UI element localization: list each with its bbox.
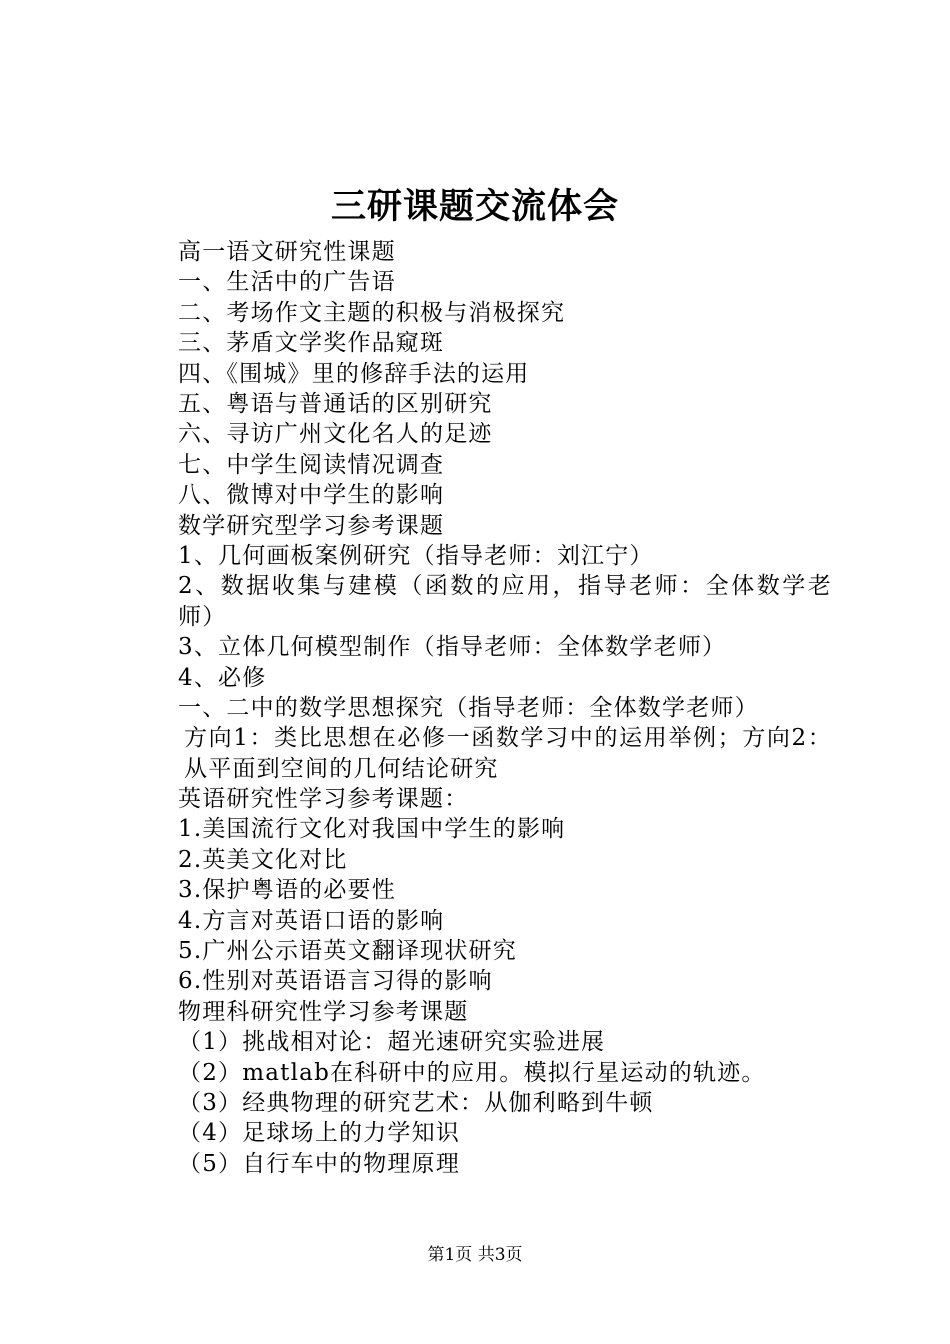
paragraph-line: （2）matlab在科研中的应用。模拟行星运动的轨迹。 [178, 1059, 766, 1086]
document-title: 三研课题交流体会 [330, 186, 619, 227]
paragraph-line: 方向1：类比思想在必修一函数学习中的运用举例；方向2：从平面到空间的几何结论研究 [184, 725, 832, 782]
document-body [128, 237, 832, 1179]
paragraph-line: 八、微博对中学生的影响 [178, 482, 445, 509]
paragraph-line: 四、《围城》里的修辞手法的运用 [178, 360, 530, 387]
paragraph-line: 3、立体几何模型制作（指导老师：全体数学老师） [178, 634, 727, 661]
paragraph-line: 2.英美文化对比 [178, 846, 348, 873]
paragraph-line: 五、粤语与普通话的区别研究 [178, 390, 493, 417]
paragraph-line: 高一语文研究性课题 [178, 239, 396, 265]
paragraph-line: （5）自行车中的物理原理 [178, 1150, 461, 1177]
paragraph-line: 三、茅盾文学奖作品窥斑 [178, 330, 445, 357]
paragraph-line: 3.保护粤语的必要性 [178, 877, 396, 904]
paragraph-line: 5.广州公示语英文翻译现状研究 [178, 938, 517, 965]
section-heading: 数学研究型学习参考课题 [178, 512, 445, 539]
paragraph-line: 一、二中的数学思想探究（指导老师：全体数学老师） [178, 694, 759, 721]
page-footer: 第1页 共3页 [427, 1245, 523, 1265]
paragraph-line: 4、必修 [178, 664, 267, 691]
paragraph-line: 七、中学生阅读情况调查 [178, 451, 445, 478]
paragraph-line: 2、数据收集与建模（函数的应用，指导老师：全体数学老师） [178, 573, 832, 630]
paragraph-line: 一、生活中的广告语 [178, 269, 396, 296]
section-heading: 英语研究性学习参考课题： [178, 786, 469, 813]
paragraph-line: 4.方言对英语口语的影响 [178, 907, 445, 934]
paragraph-line: （1）挑战相对论：超光速研究实验进展 [178, 1029, 606, 1056]
paragraph-line: 6.性别对英语语言习得的影响 [178, 968, 493, 995]
paragraph-line: 二、考场作文主题的积极与消极探究 [178, 299, 566, 326]
paragraph-line: （4）足球场上的力学知识 [178, 1120, 461, 1147]
section-heading: 物理科研究性学习参考课题 [178, 998, 469, 1025]
paragraph-line: 1、几何画板案例研究（指导老师：刘江宁） [178, 542, 654, 569]
paragraph-line: 1.美国流行文化对我国中学生的影响 [178, 816, 566, 843]
paragraph-line: 六、寻访广州文化名人的足迹 [178, 421, 493, 448]
paragraph-line: （3）经典物理的研究艺术：从伽利略到牛顿 [178, 1090, 654, 1116]
